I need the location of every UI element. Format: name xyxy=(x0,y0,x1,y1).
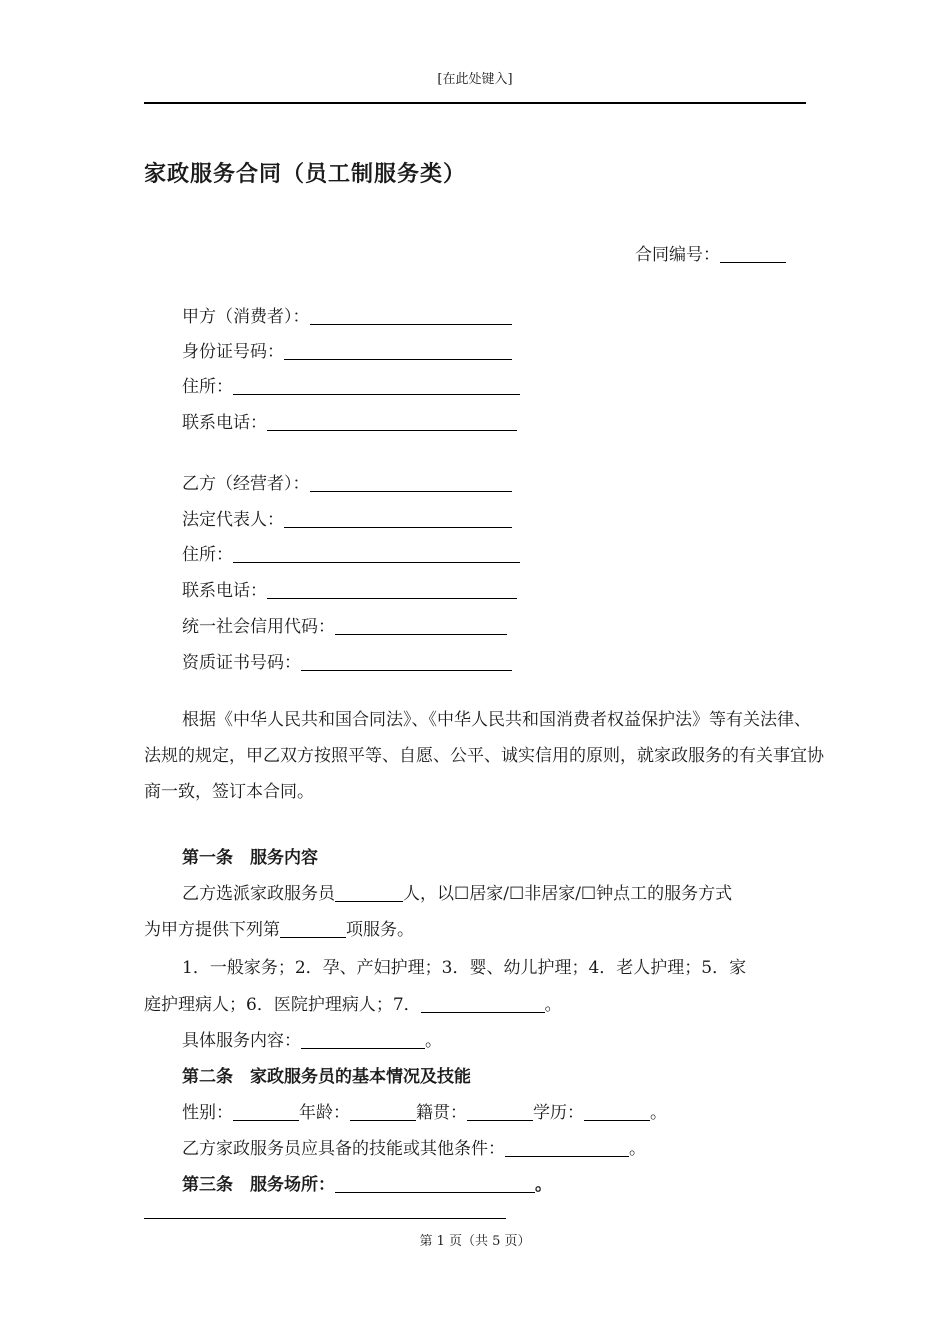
party-a-name-blank[interactable] xyxy=(310,308,512,325)
party-b-phone-blank[interactable] xyxy=(267,582,517,599)
staff-count-blank[interactable] xyxy=(335,885,403,902)
page-title: 家政服务合同（员工制服务类） xyxy=(144,161,467,187)
gender-label: 性别： xyxy=(182,1103,233,1123)
preamble-paragraph: 根据《中华人民共和国合同法》、《中华人民共和国消费者权益保护法》等有关法律、法规的规定，甲乙双方按照平等、自愿、公平、诚实信用的原则，就家政服务的有关事宜协商一致，签订本合同。 xyxy=(144,710,824,802)
service-detail-blank[interactable] xyxy=(301,1032,425,1049)
contract-number-label: 合同编号： xyxy=(635,245,720,265)
contract-number-blank[interactable] xyxy=(720,246,786,263)
staff-info-end: 。 xyxy=(650,1103,667,1123)
party-a-id-label: 身份证号码： xyxy=(182,342,284,362)
article-1-line-1-b: 人，以☐居家/☐非居家/☐钟点工的服务方式 xyxy=(403,884,733,904)
service-item-blank[interactable] xyxy=(280,921,346,938)
party-a-name-label: 甲方（消费者）： xyxy=(182,307,310,327)
article-1-line-1 xyxy=(182,879,732,904)
skills-end: 。 xyxy=(629,1139,646,1159)
party-b-name-blank[interactable] xyxy=(310,475,512,492)
service-list-line-2 xyxy=(144,990,562,1015)
party-b-credit-field xyxy=(182,612,507,637)
footer-rule xyxy=(144,1218,506,1219)
party-b-credit-blank[interactable] xyxy=(335,618,507,635)
party-b-address-field xyxy=(182,540,520,565)
party-b-cert-label: 资质证书号码： xyxy=(182,653,301,673)
party-b-cert-field xyxy=(182,648,512,673)
education-label: 学历： xyxy=(533,1103,584,1123)
party-a-phone-field xyxy=(182,408,517,433)
party-b-rep-label: 法定代表人： xyxy=(182,510,284,530)
article-1-line-2-a: 为甲方提供下列第 xyxy=(144,920,280,940)
party-a-address-label: 住所： xyxy=(182,377,233,397)
article-3-line xyxy=(182,1170,552,1195)
party-b-cert-blank[interactable] xyxy=(301,654,512,671)
skills-line xyxy=(182,1134,646,1159)
party-b-credit-label: 统一社会信用代码： xyxy=(182,617,335,637)
party-b-name-label: 乙方（经营者）： xyxy=(182,474,310,494)
party-b-phone-field xyxy=(182,576,517,601)
header-placeholder: [在此处键入] xyxy=(437,72,513,87)
service-detail-end: 。 xyxy=(425,1031,442,1051)
service-list-line-1: 1．一般家务；2．孕、产妇护理；3．婴、幼儿护理；4．老人护理；5．家 xyxy=(182,958,747,978)
article-3-heading: 第三条 服务场所： xyxy=(182,1175,335,1195)
page-number: 第 1 页（共 5 页） xyxy=(419,1234,531,1249)
service-list-line-2-text: 庭护理病人；6．医院护理病人；7． xyxy=(144,995,421,1015)
article-2-heading: 第二条 家政服务员的基本情况及技能 xyxy=(182,1067,471,1087)
article-1-line-2 xyxy=(144,915,414,940)
article-1-line-2-b: 项服务。 xyxy=(346,920,414,940)
article-3-end: 。 xyxy=(535,1175,552,1195)
party-b-phone-label: 联系电话： xyxy=(182,581,267,601)
party-a-id-field xyxy=(182,337,512,362)
article-1-line-1-a: 乙方选派家政服务员 xyxy=(182,884,335,904)
education-blank[interactable] xyxy=(584,1104,650,1121)
staff-info-line xyxy=(182,1098,667,1123)
article-1-heading: 第一条 服务内容 xyxy=(182,848,318,868)
age-blank[interactable] xyxy=(350,1104,416,1121)
origin-blank[interactable] xyxy=(467,1104,533,1121)
party-b-rep-blank[interactable] xyxy=(284,511,512,528)
party-a-name-field xyxy=(182,302,512,327)
party-a-phone-label: 联系电话： xyxy=(182,413,267,433)
party-b-name-field xyxy=(182,469,512,494)
age-label: 年龄： xyxy=(299,1103,350,1123)
party-a-address-field xyxy=(182,372,520,397)
skills-blank[interactable] xyxy=(505,1140,629,1157)
party-a-id-blank[interactable] xyxy=(284,343,512,360)
party-a-phone-blank[interactable] xyxy=(267,414,517,431)
party-b-address-label: 住所： xyxy=(182,545,233,565)
party-b-address-blank[interactable] xyxy=(233,546,520,563)
service-location-blank[interactable] xyxy=(335,1176,535,1193)
origin-label: 籍贯： xyxy=(416,1103,467,1123)
service-list-end: 。 xyxy=(544,995,562,1015)
contract-number xyxy=(635,240,786,265)
party-b-rep-field xyxy=(182,505,512,530)
service-other-blank[interactable] xyxy=(421,996,545,1013)
gender-blank[interactable] xyxy=(233,1104,299,1121)
party-a-address-blank[interactable] xyxy=(233,378,520,395)
skills-label: 乙方家政服务员应具备的技能或其他条件： xyxy=(182,1139,505,1159)
service-detail-label: 具体服务内容： xyxy=(182,1031,301,1051)
header-rule xyxy=(144,102,806,104)
service-detail-line xyxy=(182,1026,442,1051)
